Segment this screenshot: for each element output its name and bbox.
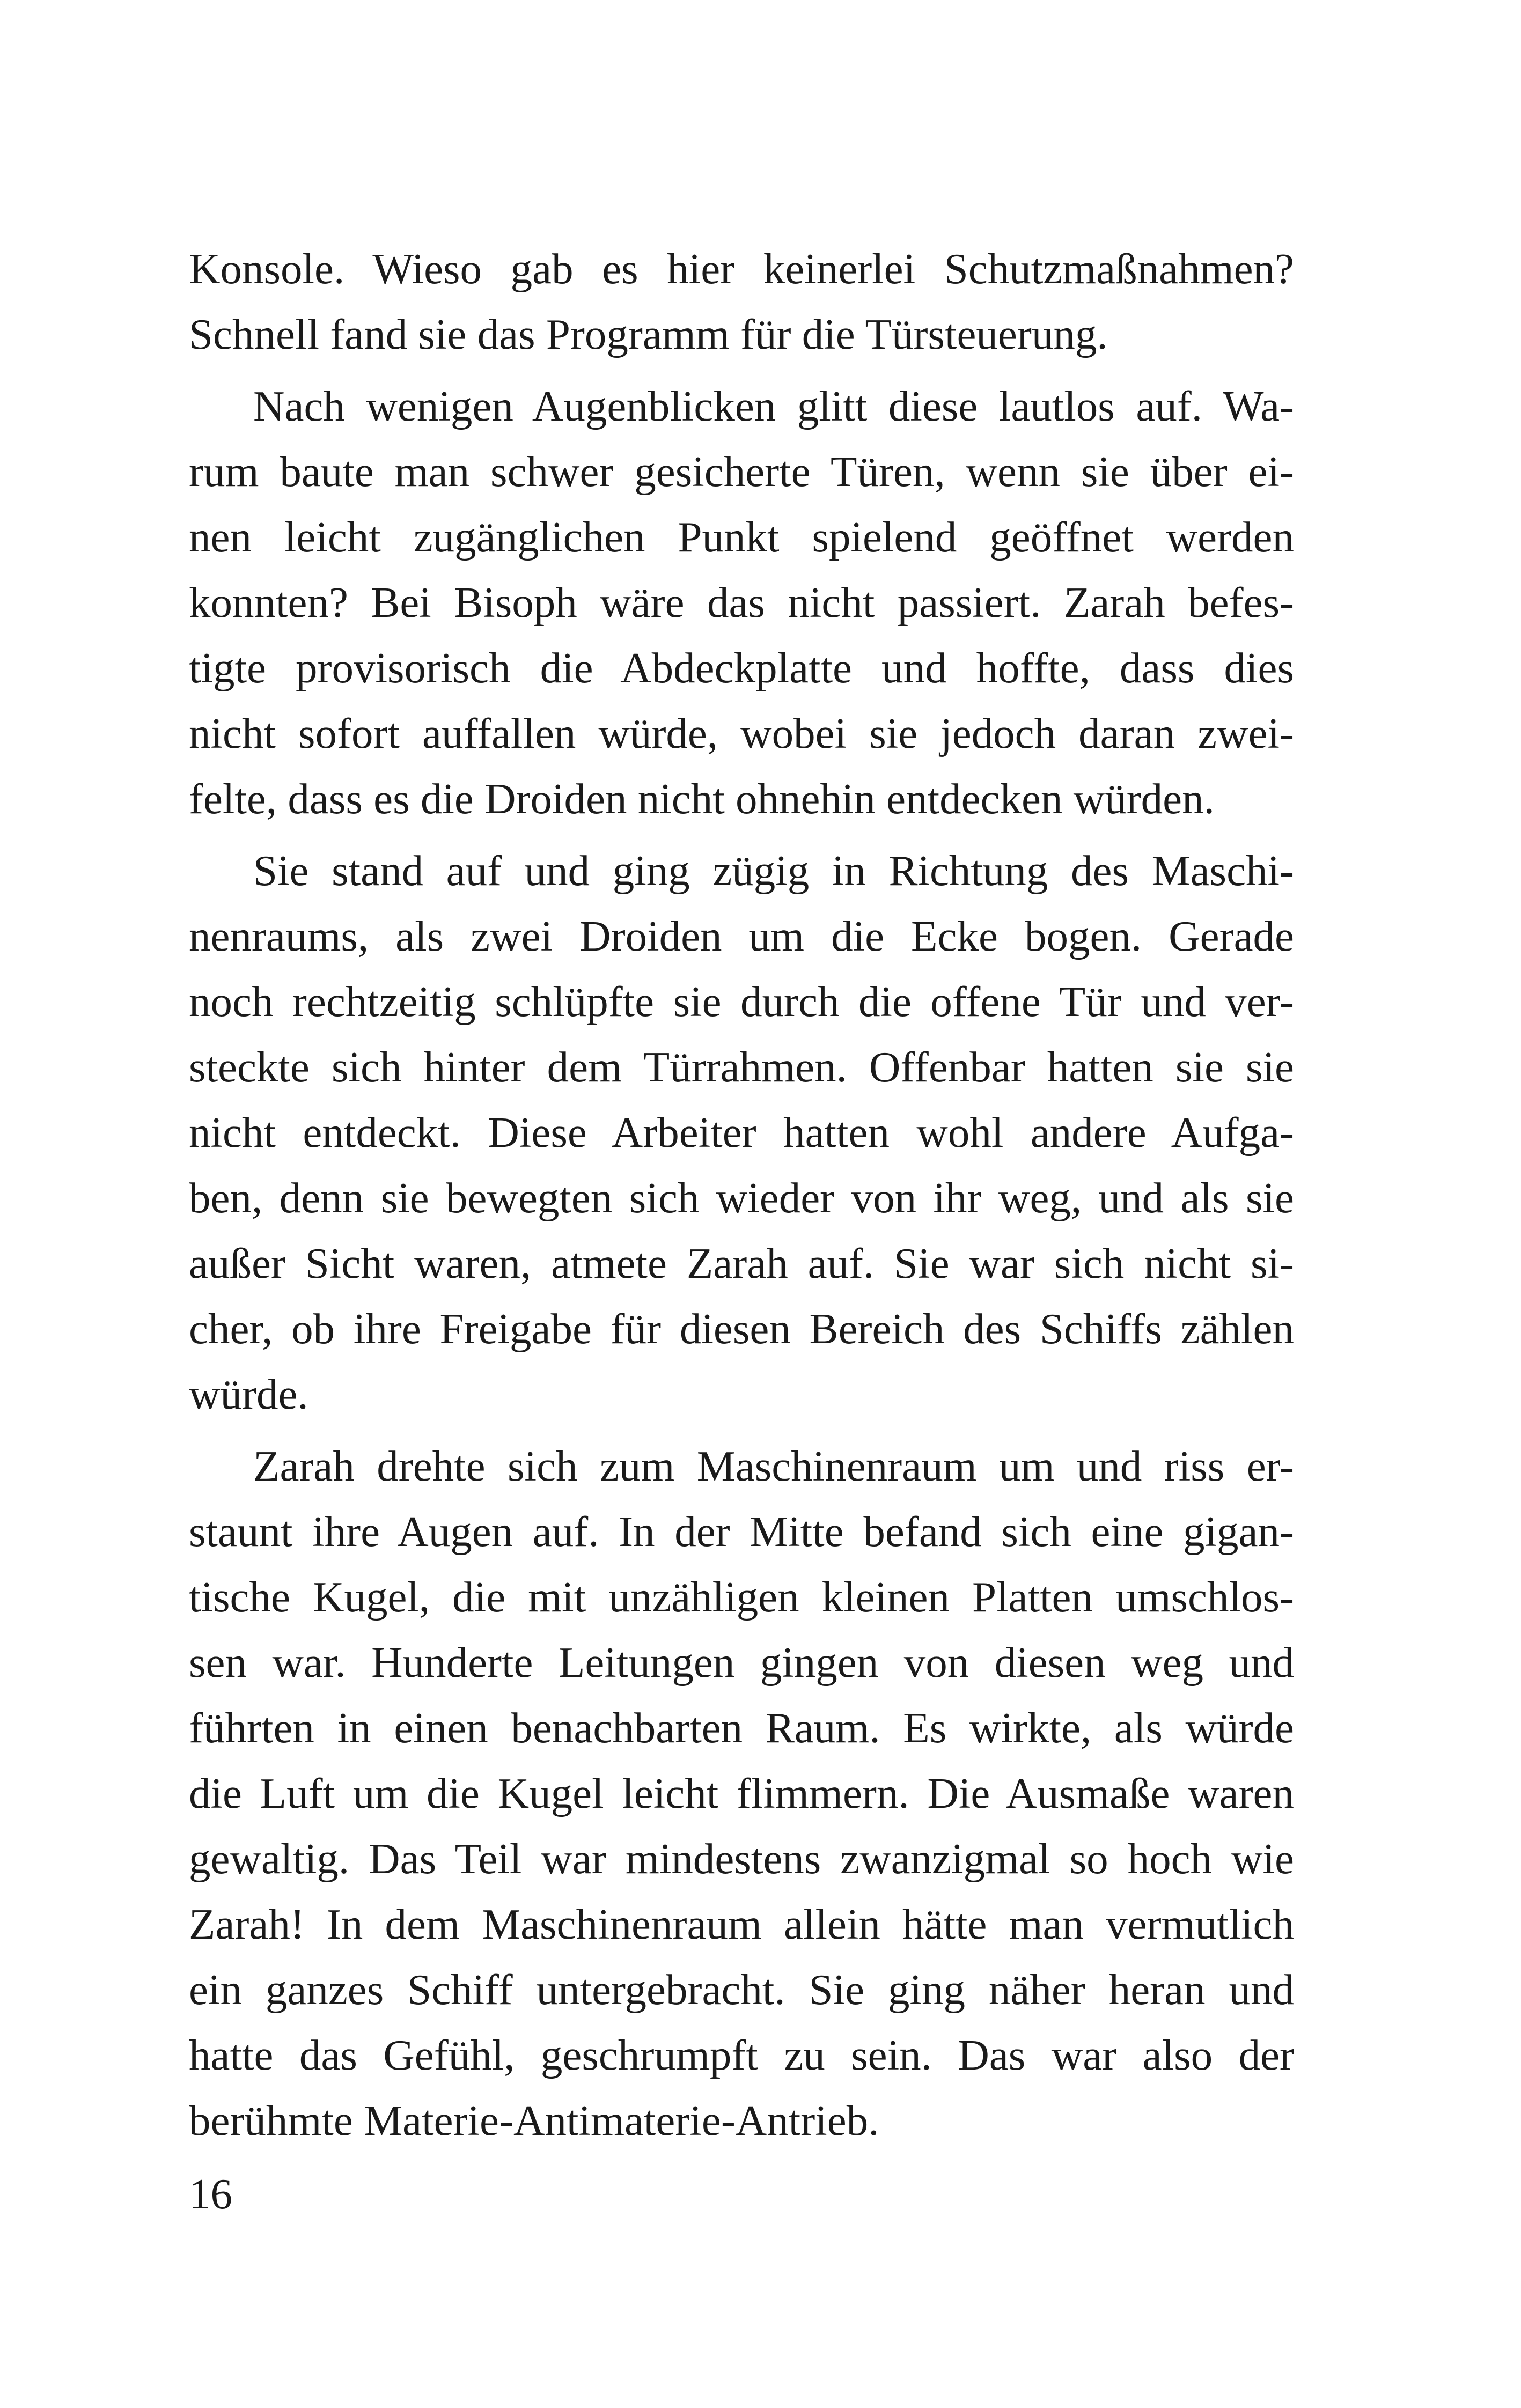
paragraph-gap xyxy=(189,367,1294,373)
text-line: außer Sicht waren, atmete Zarah auf. Sie war sich nicht si- xyxy=(189,1239,1294,1287)
text-line: nenraums, als zwei Droiden um die Ecke bogen. Gerade xyxy=(189,912,1294,960)
text-line: nicht entdeckt. Diese Arbeiter hatten wohl andere Aufga- xyxy=(189,1108,1294,1157)
body-text xyxy=(189,236,1294,2153)
text-line: ein ganzes Schiff untergebracht. Sie ging näher heran und xyxy=(189,1965,1294,2014)
paragraph-gap xyxy=(189,831,1294,838)
paragraph xyxy=(189,236,1294,367)
text-line: Konsole. Wieso gab es hier keinerlei Schutzmaßnahmen? xyxy=(189,245,1294,293)
text-line: Zarah! In dem Maschinenraum allein hätte man vermutlich xyxy=(189,1900,1294,1948)
text-line: felte, dass es die Droiden nicht ohnehin entdecken würden. xyxy=(189,775,1215,823)
text-line: Schnell fand sie das Programm für die Türsteuerung. xyxy=(189,310,1108,358)
paragraph-gap xyxy=(189,1427,1294,1433)
paragraph xyxy=(189,1433,1294,2153)
text-line: nen leicht zugänglichen Punkt spielend geöffnet werden xyxy=(189,513,1294,561)
text-line: würde. xyxy=(189,1370,308,1418)
text-line: berühmte Materie-Antimaterie-Antrieb. xyxy=(189,2096,879,2145)
text-line: sen war. Hunderte Leitungen gingen von diesen weg und xyxy=(189,1638,1294,1687)
text-line: hatte das Gefühl, geschrumpft zu sein. Das war also der xyxy=(189,2031,1294,2079)
paragraph xyxy=(189,838,1294,1427)
text-line: tische Kugel, die mit unzähligen kleinen Platten umschlos- xyxy=(189,1573,1294,1621)
text-line: Zarah drehte sich zum Maschinenraum um und riss er- xyxy=(253,1442,1294,1490)
text-line: rum baute man schwer gesicherte Türen, wenn sie über ei- xyxy=(189,447,1294,496)
text-line: staunt ihre Augen auf. In der Mitte befand sich eine gigan- xyxy=(189,1507,1294,1556)
text-line: konnten? Bei Bisoph wäre das nicht passiert. Zarah befes- xyxy=(189,578,1294,627)
text-line: Sie stand auf und ging zügig in Richtung des Maschi- xyxy=(253,846,1294,895)
text-line: tigte provisorisch die Abdeckplatte und hoffte, dass dies xyxy=(189,644,1294,692)
text-line: steckte sich hinter dem Türrahmen. Offenbar hatten sie sie xyxy=(189,1043,1294,1091)
text-line: führten in einen benachbarten Raum. Es wirkte, als würde xyxy=(189,1704,1294,1752)
text-line: ben, denn sie bewegten sich wieder von ihr weg, und als sie xyxy=(189,1174,1294,1222)
paragraph xyxy=(189,373,1294,831)
page-number: 16 xyxy=(189,2170,232,2218)
text-line: cher, ob ihre Freigabe für diesen Bereich des Schiffs zählen xyxy=(189,1305,1294,1353)
text-line: Nach wenigen Augenblicken glitt diese lautlos auf. Wa- xyxy=(253,382,1294,430)
text-line: nicht sofort auffallen würde, wobei sie jedoch daran zwei- xyxy=(189,709,1294,757)
text-line: noch rechtzeitig schlüpfte sie durch die offene Tür und ver- xyxy=(189,977,1294,1026)
text-line: die Luft um die Kugel leicht flimmern. Die Ausmaße waren xyxy=(189,1769,1294,1817)
text-line: gewaltig. Das Teil war mindestens zwanzigmal so hoch wie xyxy=(189,1835,1294,1883)
